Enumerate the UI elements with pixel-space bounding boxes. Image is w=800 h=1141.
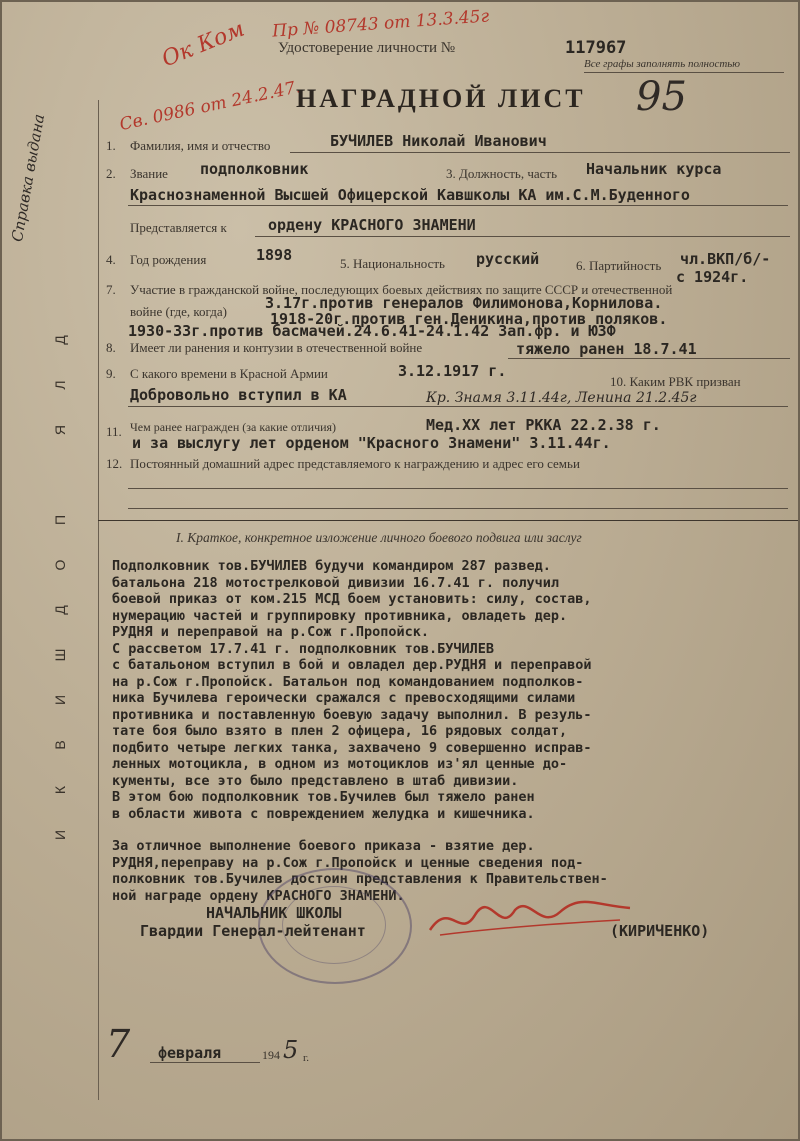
- page-number-handwritten: 95: [636, 74, 687, 120]
- field-10-label: 10. Каким РВК призван: [610, 374, 741, 389]
- field-6-value: чл.ВКП/б/-: [680, 250, 771, 268]
- handwritten-signature: [420, 890, 640, 950]
- field-5-value: русский: [476, 250, 540, 268]
- field-2-number: 2.: [106, 166, 116, 181]
- field-1-number: 1.: [106, 138, 116, 153]
- field-6-value-line2: с 1924г.: [676, 268, 749, 286]
- narrative-line: ника Бучилева героически сражался с превосходящими силами: [112, 690, 576, 706]
- signature-rank: Гвардии Генерал-лейтенант: [140, 922, 366, 940]
- field-7-value-line3: 1930-33г.против басмачей.24.6.41-24.1.42 Зап.фр. и ЮЗФ: [128, 322, 616, 340]
- field-12-label: Постоянный домашний адрес представляемого к награждению и адрес его семьи: [130, 456, 580, 471]
- order-stamp-reference: Пр № 08743 от 13.3.45г: [271, 6, 490, 42]
- field-3-value: Начальник курса: [586, 160, 722, 178]
- narrative-line: на р.Сож г.Пропойск. Батальон под командованием подполков-: [112, 673, 584, 690]
- field-11-value-line1: Мед.XX лет РККА 22.2.38 г.: [426, 416, 661, 434]
- field-10-value: Добровольно вступил в КА: [130, 386, 347, 404]
- field-3-label: 3. Должность, часть: [446, 166, 558, 181]
- field-3-value-line2: Краснознаменной Высшей Офицерской Кавшколы КА им.С.М.Буденного: [130, 186, 690, 204]
- narrative-line: батальона 218 мотострелковой дивизии 16.7.41 г. получил: [112, 574, 560, 591]
- field-9-label: С какого времени в Красной Армии: [130, 366, 328, 381]
- field-12-number: 12.: [106, 456, 123, 471]
- narrative-line: Подполковник тов.БУЧИЛЕВ будучи командиром 287 развед.: [112, 558, 551, 574]
- field-8-label: Имеет ли ранения и контузии в отечественной войне: [130, 340, 423, 355]
- narrative-line: кументы, все это было представлено в штаб дивизии.: [112, 772, 519, 789]
- document-title: НАГРАДНОЙ ЛИСТ: [296, 84, 586, 113]
- field-11-number: 11.: [106, 424, 122, 439]
- date-month: февраля: [158, 1044, 222, 1062]
- field-1-label: Фамилия, имя и отчество: [130, 138, 271, 153]
- narrative-text: [112, 558, 608, 904]
- narrative-line: [112, 822, 608, 838]
- margin-rule: [98, 100, 99, 1100]
- represented-value: ордену КРАСНОГО ЗНАМЕНИ: [268, 216, 476, 234]
- narrative-line: противника и поставленную боевую задачу выполнил. В резуль-: [112, 706, 592, 723]
- signature-title: НАЧАЛЬНИК ШКОЛЫ: [206, 904, 342, 922]
- signatory-name: (КИРИЧЕНКО): [610, 922, 710, 940]
- narrative-line: с батальоном вступил в бой и овладел дер.РУДНЯ и переправой: [112, 657, 592, 673]
- field-8-value: тяжело ранен 18.7.41: [516, 340, 697, 358]
- narrative-line: подбито четыре легких танка, захвачено 9 совершенно исправ-: [112, 739, 592, 756]
- field-9-number: 9.: [106, 366, 116, 381]
- field-11-value-line2: и за выслугу лет орденом "Красного Знамени" 3.11.44г.: [132, 434, 611, 452]
- field-6-label: 6. Партийность: [576, 258, 662, 273]
- narrative-line: в области живота с повреждением желудка и кишечника.: [112, 805, 535, 822]
- narrative-line: ной награде ордену КРАСНОГО ЗНАМЕНИ.: [112, 887, 405, 904]
- narrative-line: В этом бою подполковник тов.Бучилев был тяжело ранен: [112, 789, 535, 805]
- field-4-number: 4.: [106, 252, 116, 267]
- narrative-line: нумерацию частей и группировку противника, овладеть дер.: [112, 607, 568, 624]
- field-7-number: 7.: [106, 282, 116, 297]
- field-7-value-line1: 3.17г.против генералов Филимонова,Корнилова.: [265, 294, 663, 312]
- field-2-label: Звание: [130, 166, 168, 181]
- narrative-line: РУДНЯ,переправу на р.Сож г.Пропойск и ценные сведения под-: [112, 854, 584, 871]
- field-7-label-line2: войне (где, когда): [130, 304, 227, 319]
- fill-all-note: Все графы заполнять полностью: [584, 58, 741, 70]
- id-number: 117967: [565, 38, 627, 58]
- date-day: 7: [106, 1022, 131, 1066]
- represented-label: Представляется к: [130, 220, 227, 235]
- field-7-value-line2: 1918-20г.против ген.Деникина,против поляков.: [270, 310, 668, 328]
- field-7-label: Участие в гражданской войне, последующих боевых действиях по защите СССР и отечественной: [130, 282, 673, 297]
- narrative-line: За отличное выполнение боевого приказа - взятие дер.: [112, 838, 535, 854]
- field-2-value: подполковник: [200, 160, 309, 178]
- field-8-number: 8.: [106, 340, 116, 355]
- narrative-line: полковник тов.Бучилев достоин представления к Правительствен-: [112, 871, 608, 887]
- date-year-digit: 5: [283, 1036, 299, 1064]
- side-handwritten-note: Справка выдана: [8, 112, 49, 244]
- field-5-label: 5. Национальность: [340, 256, 445, 271]
- field-9-value: 3.12.1917 г.: [398, 362, 507, 380]
- red-registration-note: Св. 0986 от 24.2.47.: [117, 77, 303, 135]
- narrative-line: боевой приказ от ком.215 МСД боем установить: силу, состав,: [112, 591, 592, 607]
- field-10-handwritten: Кр. Знамя 3.11.44г, Ленина 21.2.45г: [426, 390, 697, 406]
- handwritten-corner-note: Ок Ком: [158, 16, 249, 73]
- field-4-label: Год рождения: [130, 252, 207, 267]
- narrative-line: ленных мотоцикла, в одном из мотоциклов из'ял ценные до-: [112, 756, 568, 772]
- side-vertical-caption: Д Л Я П О Д Ш И В К И: [52, 335, 68, 841]
- date-year-prefix: 194: [262, 1048, 280, 1062]
- id-label: Удостоверение личности №: [278, 40, 456, 56]
- narrative-line: РУДНЯ и переправой на р.Сож г.Пропойск.: [112, 624, 429, 640]
- field-11-label: Чем ранее награжден (за какие отличия): [130, 420, 337, 434]
- narrative-line: С рассветом 17.7.41 г. подполковник тов.БУЧИЛЕВ: [112, 640, 495, 657]
- date-suffix: г.: [303, 1052, 310, 1064]
- field-4-value: 1898: [256, 246, 293, 264]
- narrative-line: тате боя было взято в плен 2 офицера, 16 рядовых солдат,: [112, 723, 568, 739]
- section-heading: I. Краткое, конкретное изложение личного боевого подвига или заслуг: [176, 530, 582, 545]
- field-1-value: БУЧИЛЕВ Николай Иванович: [330, 132, 547, 150]
